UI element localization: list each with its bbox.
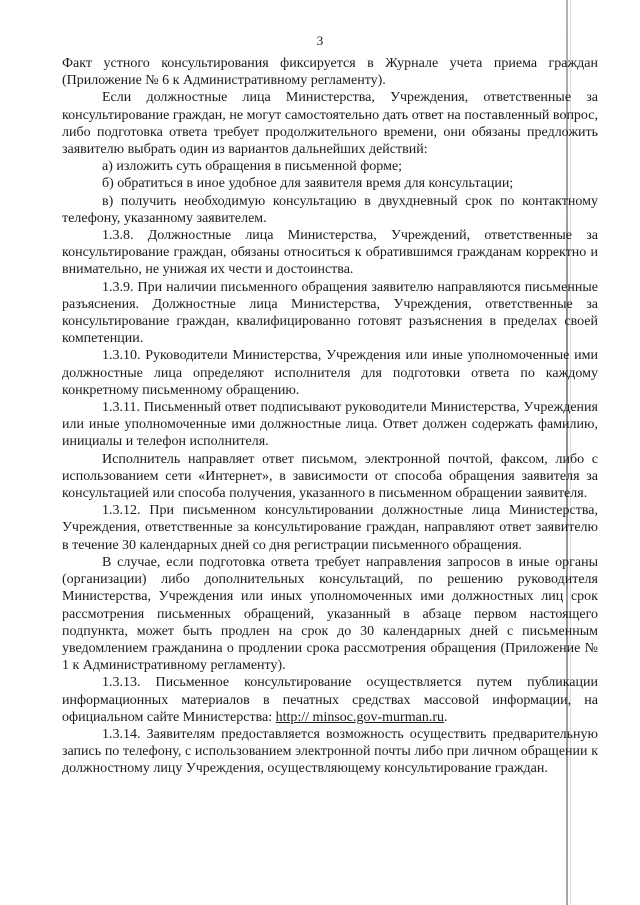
paragraph-1-3-12: 1.3.12. При письменном консультировании должностные лица Министерства, Учреждения, ответственные за консультирование граждан, направляют ответ заявителю в течение 30 календарных дней со дня регистрации письменного обращения.: [62, 503, 598, 553]
paragraph-1-3-9: 1.3.9. При наличии письменного обращения заявителю направляются письменные разъяснения. Должностные лица Министерства, Учреждения, ответственные за консультирование граждан, квалифицированно готовят разъяснения в пределах своей компетенции.: [62, 279, 598, 347]
paragraph-option-b: б) обратиться в иное удобное для заявителя время для консультации;: [102, 176, 514, 192]
paragraph-1-3-10: 1.3.10. Руководители Министерства, Учреждения или иные уполномоченные ими должностные лица определяют исполнителя для подготовки ответа по каждому конкретному письменному обращению.: [62, 348, 598, 398]
paragraph-extension: В случае, если подготовка ответа требует направления запросов в иные органы (организации) либо дополнительных консультаций, по решению руководителя Министерства, Учреждения или иных уполномоченных ими должностных лиц срок рассмотрения письменных обращений, указанный в абзаце первом настоящего подпункта, может быть продлен на срок до 30 календарных дней с письменным уведомлением гражданина о продлении срока рассмотрения обращения (Приложение № 1 к Административному регламенту).: [62, 554, 598, 674]
document-body: [62, 55, 598, 778]
paragraph-option-a: а) изложить суть обращения в письменной форме;: [102, 159, 403, 175]
paragraph-1-3-14: 1.3.14. Заявителям предоставляется возможность осуществить предварительную запись по телефону, с использованием электронной почты либо при личном обращении к должностному лицу Учреждения, осуществляющему консультирование граждан.: [62, 726, 598, 777]
paragraph-executor: Исполнитель направляет ответ письмом, электронной почтой, факсом, либо с использованием сети «Интернет», в зависимости от способа обращения заявителя за консультацией или способа получения, указанного в письменном обращении заявителя.: [62, 451, 598, 502]
page-number: 3: [316, 33, 324, 48]
paragraph-1-3-8: 1.3.8. Должностные лица Министерства, Учреждений, ответственные за консультирование граждан, обязаны относиться к обратившимся гражданам корректно и внимательно, не унижая их чести и достоинства.: [62, 228, 598, 278]
paragraph-oral-consultation-log: Факт устного консультирования фиксируется в Журнале учета приема граждан (Приложение № 6 к Административному регламенту).: [62, 56, 598, 89]
ministry-website-link[interactable]: http:// minsoc.gov-murman.ru: [275, 709, 444, 725]
paragraph-1-3-13-text: 1.3.13. Письменное консультирование осуществляется путем публикации информационных материалов в печатных средствах массовой информации, на официальном сайте Министерства:: [62, 675, 598, 725]
paragraph-1-3-11: 1.3.11. Письменный ответ подписывают руководители Министерства, Учреждения или иные уполномоченные ими должностные лица. Ответ должен содержать фамилию, инициалы и телефон исполнителя.: [62, 400, 598, 450]
paragraph-options: Если должностные лица Министерства, Учреждения, ответственные за консультирование граждан, не могут самостоятельно дать ответ на поставленный вопрос, либо подготовка ответа требует продолжительного времени, они обязаны предложить заявителю выбрать один из вариантов дальнейших действий:: [62, 90, 598, 158]
paragraph-1-3-13-end: .: [443, 709, 448, 725]
paragraph-1-3-13: [62, 674, 598, 726]
paragraph-option-c: в) получить необходимую консультацию в двухдневный срок по контактному телефону, указанному заявителем.: [62, 193, 598, 226]
